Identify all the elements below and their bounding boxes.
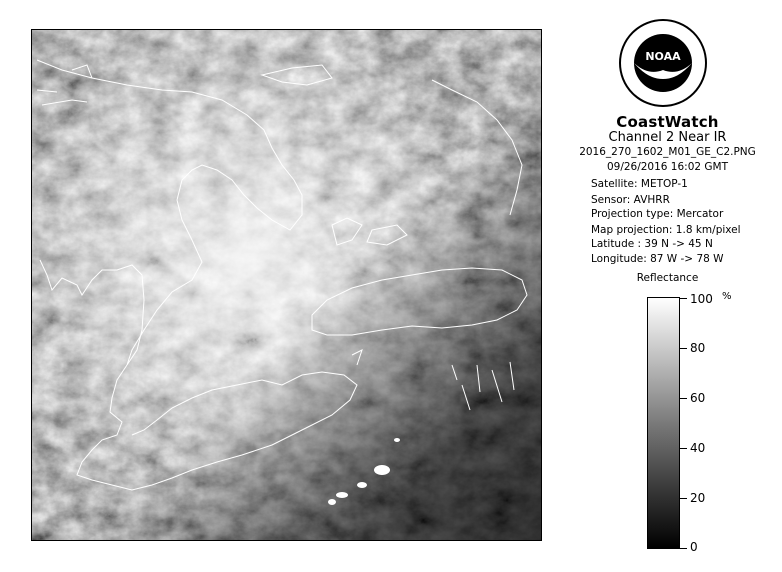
colorbar-tick-label: 40 — [690, 441, 706, 455]
colorbar-tick-label: 0 — [690, 540, 698, 554]
colorbar-tick — [680, 448, 687, 449]
longitude-range: Longitude: 87 W -> 78 W — [591, 253, 724, 265]
colorbar-label: Reflectance — [636, 272, 699, 284]
colorbar-tick-label: 20 — [690, 491, 706, 505]
channel-label: Channel 2 Near IR — [608, 130, 727, 145]
satellite-image-render — [32, 30, 542, 541]
latitude-range: Latitude : 39 N -> 45 N — [591, 238, 713, 250]
colorbar-unit: % — [722, 291, 732, 302]
map-projection: Map projection: 1.8 km/pixel — [591, 224, 741, 236]
colorbar-tick — [680, 298, 687, 299]
colorbar-tick — [680, 398, 687, 399]
satellite-image — [31, 29, 542, 541]
noaa-logo — [618, 18, 708, 108]
colorbar-tick — [680, 548, 687, 549]
reflectance-colorbar — [647, 297, 680, 549]
projection-type: Projection type: Mercator — [591, 208, 724, 220]
colorbar-tick-label: 100 — [690, 292, 713, 306]
date-time: 09/26/2016 16:02 GMT — [606, 161, 729, 173]
satellite-info: Satellite: METOP-1 — [591, 178, 688, 190]
colorbar-tick — [680, 498, 687, 499]
sensor-info: Sensor: AVHRR — [591, 194, 670, 206]
colorbar-tick-label: 80 — [690, 341, 706, 355]
colorbar-tick — [680, 348, 687, 349]
product-title: CoastWatch — [616, 113, 719, 131]
noaa-seal-icon — [618, 18, 708, 108]
filename: 2016_270_1602_M01_GE_C2.PNG — [579, 146, 756, 158]
logo-center-text: NOAA — [645, 50, 681, 63]
colorbar-tick-label: 60 — [690, 391, 706, 405]
